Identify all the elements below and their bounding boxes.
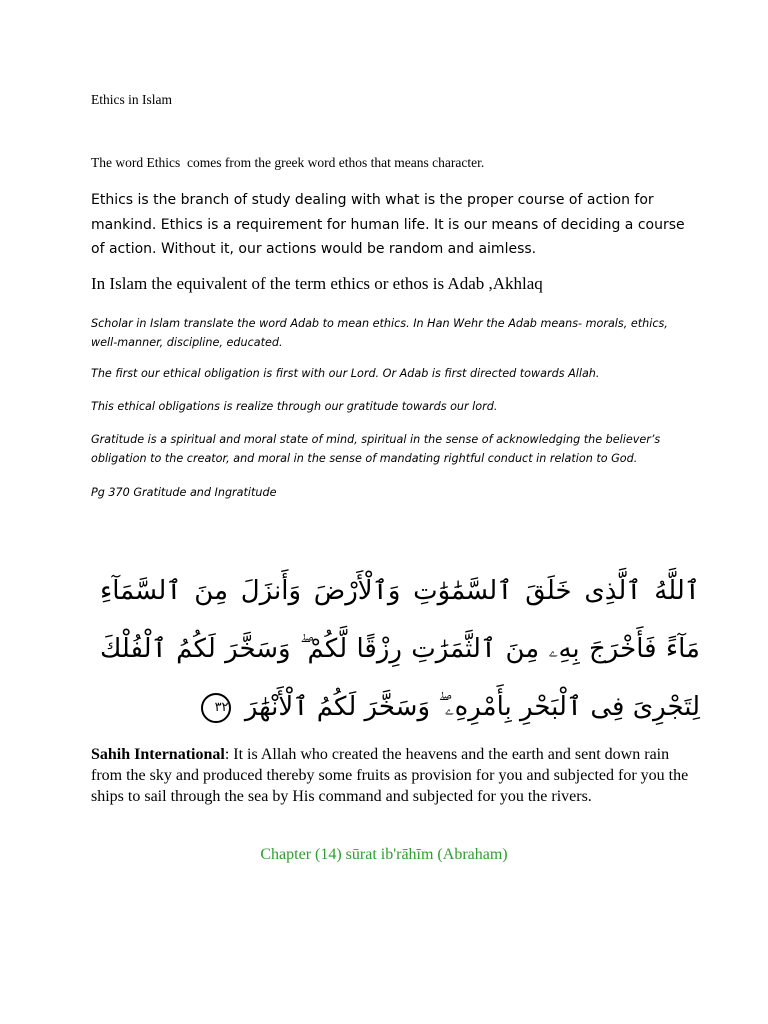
note-gratitude-realization: This ethical obligations is realize through our gratitude towards our lord. bbox=[91, 400, 498, 413]
equivalent-paragraph: In Islam the equivalent of the term ethics or ethos is Adab ,Akhlaq bbox=[91, 274, 543, 293]
document-title: Ethics in Islam bbox=[91, 92, 172, 107]
note-gratitude-definition: Gratitude is a spiritual and moral state of mind, spiritual in the sense of acknowledging the believer’s obligation to the creator, and moral in the sense of mandating rightful conduct in relation to God. bbox=[91, 433, 661, 465]
note-page-reference: Pg 370 Gratitude and Ingratitude bbox=[91, 486, 277, 499]
verse-number-marker: ٣٢ bbox=[201, 693, 231, 723]
chapter-reference: Chapter (14) sūrat ib'rāhīm (Abraham) bbox=[260, 846, 508, 863]
translation-source: Sahih International bbox=[91, 746, 225, 763]
note-first-obligation: The first our ethical obligation is first with our Lord. Or Adab is first directed towards Allah. bbox=[91, 367, 600, 380]
translation-text: : It is Allah who created the heavens and the earth and sent down rain from the sky and produced thereby some fruits as provision for you and subjected for you the ships to sail through the sea by His command and subjected for you the rivers. bbox=[91, 746, 689, 805]
quran-verse-arabic bbox=[100, 562, 700, 736]
intro-paragraph: The word Ethics comes from the greek word ethos that means character. bbox=[91, 155, 485, 170]
verse-text: ٱللَّهُ ٱلَّذِى خَلَقَ ٱلسَّمَٰوَٰتِ وَٱلْأَرْضَ وَأَنزَلَ مِنَ ٱلسَّمَآءِ مَآءً فَأَخْرَجَ بِهِۦ مِنَ ٱلثَّمَرَٰتِ رِزْقًا لَّكُمْ ۖ وَسَخَّرَ لَكُمُ ٱلْفُلْكَ لِتَجْرِىَ فِى ٱلْبَحْرِ بِأَمْرِهِۦ ۖ وَسَخَّرَ لَكُمُ ٱلْأَنْهَٰرَ bbox=[100, 576, 700, 722]
verse-translation bbox=[91, 744, 691, 807]
note-adab-meaning: Scholar in Islam translate the word Adab to mean ethics. In Han Wehr the Adab means- morals, ethics, well-manner, discipline, educated. bbox=[91, 317, 668, 349]
definition-paragraph: Ethics is the branch of study dealing with what is the proper course of action for mankind. Ethics is a requirement for human life. It is our means of deciding a course of action. Without it, our actions would be random and aimless. bbox=[91, 192, 685, 257]
